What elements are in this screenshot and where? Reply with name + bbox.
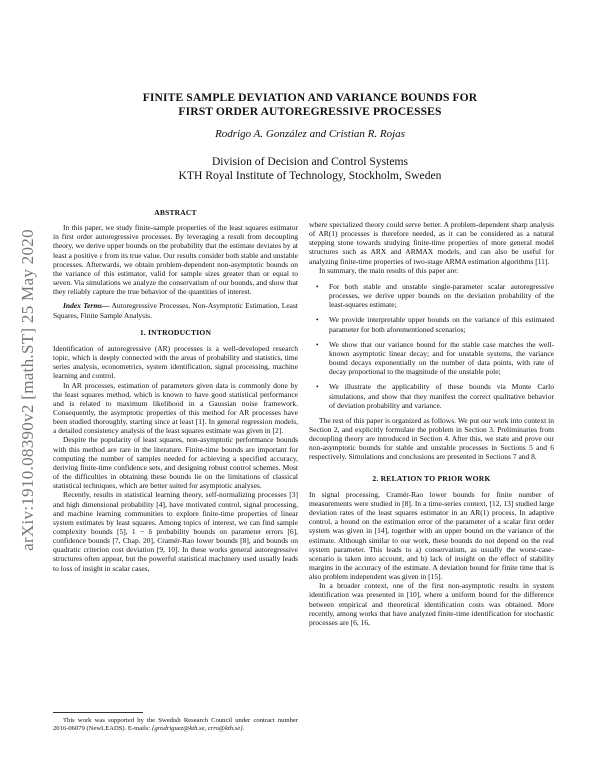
summary-lead: In summary, the main results of this paper are: — [319, 265, 459, 275]
intro-paragraph-2: In AR processes, estimation of parameters given data is commonly done by the least squares method, which is known to have good statistical performance and is related to maximum likelihood in a Gaussian noise framework. Consequently, the asymptotic properties of this method for AR processes have been studied thoroughly, starting since at least [1]. In general regression models, a detailed consistency analysis of the least squares estimate was given in [2]. — [53, 380, 298, 436]
intro-continuation: where specialized theory could serve better. A problem-dependent sharp analysis of AR(1) processes is therefore needed, as it can be considered as a natural stepping stone towards studying finite-time properties of more general model structures such as ARX and ARMAX models, and can also be useful for analyzing finite-time properties of two-stage ARMA estimation algorithms [11]. — [309, 220, 554, 266]
affiliation — [80, 155, 540, 183]
bullet-icon: • — [316, 339, 319, 349]
authors: Rodrigo A. González and Cristian R. Rojas — [215, 128, 405, 140]
affiliation-line-1: Division of Decision and Control Systems — [211, 155, 409, 168]
left-column — [53, 208, 298, 573]
intro-paragraph-3: Despite the popularity of least squares, non-asymptotic performance bounds with this method are rare in the literature. Finite-time bounds are important for computing the number of samples needed for achieving a specified accuracy, deriving finite-time confidence sets, and designing robust control schemes. Most of the difficulties in obtaining these bounds lie on the limitations of classical statistical techniques, which are better suited for asymptotic analyses. — [53, 435, 298, 491]
section-1-heading: 1. INTRODUCTION — [139, 327, 212, 337]
index-terms-list: Autoregressive Processes, Non-Asymptotic Estimation, Least Squares, Finite Sample Analysis. — [53, 301, 298, 320]
arxiv-watermark — [18, 200, 38, 580]
intro-paragraph-4: Recently, results in statistical learning theory, self-normalizing processes [3] and high dimensional probability [4], have motivated control, signal processing, and machine learning communities to explore finite-time properties of linear system estimates by least squares. Among topics of interest, we can find sample complexity bounds [5], 1 − δ probability bounds on parameter errors [6], confidence bounds [7, Chap. 20], Cramér-Rao lower bounds [8], and bounds on quadratic criterion cost deviation [9, 10]. In these works general autoregressive structures often appear, but the powerful statistical machinery used usually leads to loss of insight in scalar cases, — [53, 490, 298, 573]
abstract-heading: ABSTRACT — [154, 208, 197, 217]
title-line-1: FINITE SAMPLE DEVIATION AND VARIANCE BOUNDS FOR — [142, 91, 478, 104]
paper-title — [80, 91, 540, 118]
list-item: • We show that our variance bound for the stable case matches the well-known asymptotic linear decay; and for unstable systems, the variance bound decays exponentially on the number of data points, with rate of decay proportional to the magnitude of the unstable pole; — [316, 339, 554, 377]
affiliation-line-2: KTH Royal Institute of Technology, Stockholm, Sweden — [178, 169, 442, 182]
bullet-icon: • — [316, 382, 319, 392]
prior-work-paragraph-1: In signal processing, Cramér-Rao lower bounds for finite number of measurements were studied in [8]. In a time-series context, [12, 13] studied large deviation rates of the least squares estimator in an AR(1) process. In adaptive control, a bound on the estimation error of the parameter of a scalar first order system was given in [14], together with an upper bound on the variance of the estimate. Although similar to our work, these bounds do not depend on the real system parameter. This leads to a) conservatism, as usually the worst-case-scenario is taken into account, and b) lack of insight on the effect of stability margins in the accuracy of the estimate. A deviation bound for finite time that is also problem independent was given in [15]. — [309, 489, 554, 582]
abstract-text: In this paper, we study finite-sample properties of the least squares estimator in first order autoregressive processes. By leveraging a result from decoupling theory, we derive upper bounds on the probability that the estimate deviates by at least a positive ε from its true value. Our results consider both stable and unstable processes. Afterwards, we obtain problem-dependent non-asymptotic bounds on the variance of this estimator, valid for sample sizes greater than or equal to seven. Via simulations we analyze the conservatism of our bounds, and show that they reliably capture the true behavior of the quantities of interest. — [53, 223, 298, 297]
intro-paragraph-1: Identification of autoregressive (AR) processes is a well-developed research topic, which is deeply connected with the areas of probability and statistics, time series analysis, econometrics, system identification, signal processing, machine learning and control. — [53, 343, 298, 381]
prior-work-paragraph-2: In a broader context, one of the first non-asymptotic results in system identification was presented in [10], where a uniform bound for the difference between empirical and theoretical identification costs was obtained. More recently, among works that have analyzed finite-time identification for stochastic processes are [6, 16, — [309, 581, 554, 627]
index-terms-label: Index Terms— — [63, 301, 110, 311]
list-item: • We illustrate the applicability of these bounds via Monte Carlo simulations, and show that they manifest the correct qualitative behavior of deviation probability and variance. — [316, 382, 554, 410]
footnote-text: This work was supported by the Swedish Research Council under contract number 2016-06079 (NewLEADS). E-mails: — [53, 717, 298, 732]
footnote — [53, 717, 298, 733]
bullet-icon: • — [316, 315, 319, 325]
arxiv-id: arXiv:1910.08390v2 [math.ST] 25 May 2020 — [18, 229, 37, 551]
list-item: • We provide interpretable upper bounds on the variance of this estimated parameter for both aforementioned scenarios; — [316, 315, 554, 334]
title-line-2: FIRST ORDER AUTOREGRESSIVE PROCESSES — [178, 104, 442, 118]
outline-paragraph: The rest of this paper is organized as follows. We put our work into context in Section 2, and explicitly formulate the problem in Section 3. Preliminaries from decoupling theory are introduced in Section 4. After this, we state and prove our non-asymptotic bounds for stable and unstable processes in Sections 5 and 6 respectively. Simulations and conclusions are presented in Sections 7 and 8. — [309, 415, 554, 462]
index-terms — [53, 301, 298, 319]
list-item: • For both stable and unstable single-parameter scalar autoregressive processes, we derive upper bounds on the deviation probability of the least-squares estimate; — [316, 281, 554, 310]
right-column — [309, 220, 554, 627]
bullet-icon: • — [316, 281, 319, 291]
section-2-heading: 2. RELATION TO PRIOR WORK — [372, 473, 491, 483]
footnote-emails: {grodriguez@kth.se, crro@kth.se}. — [151, 725, 245, 732]
footnote-rule — [53, 712, 143, 713]
contributions-list — [309, 282, 554, 410]
